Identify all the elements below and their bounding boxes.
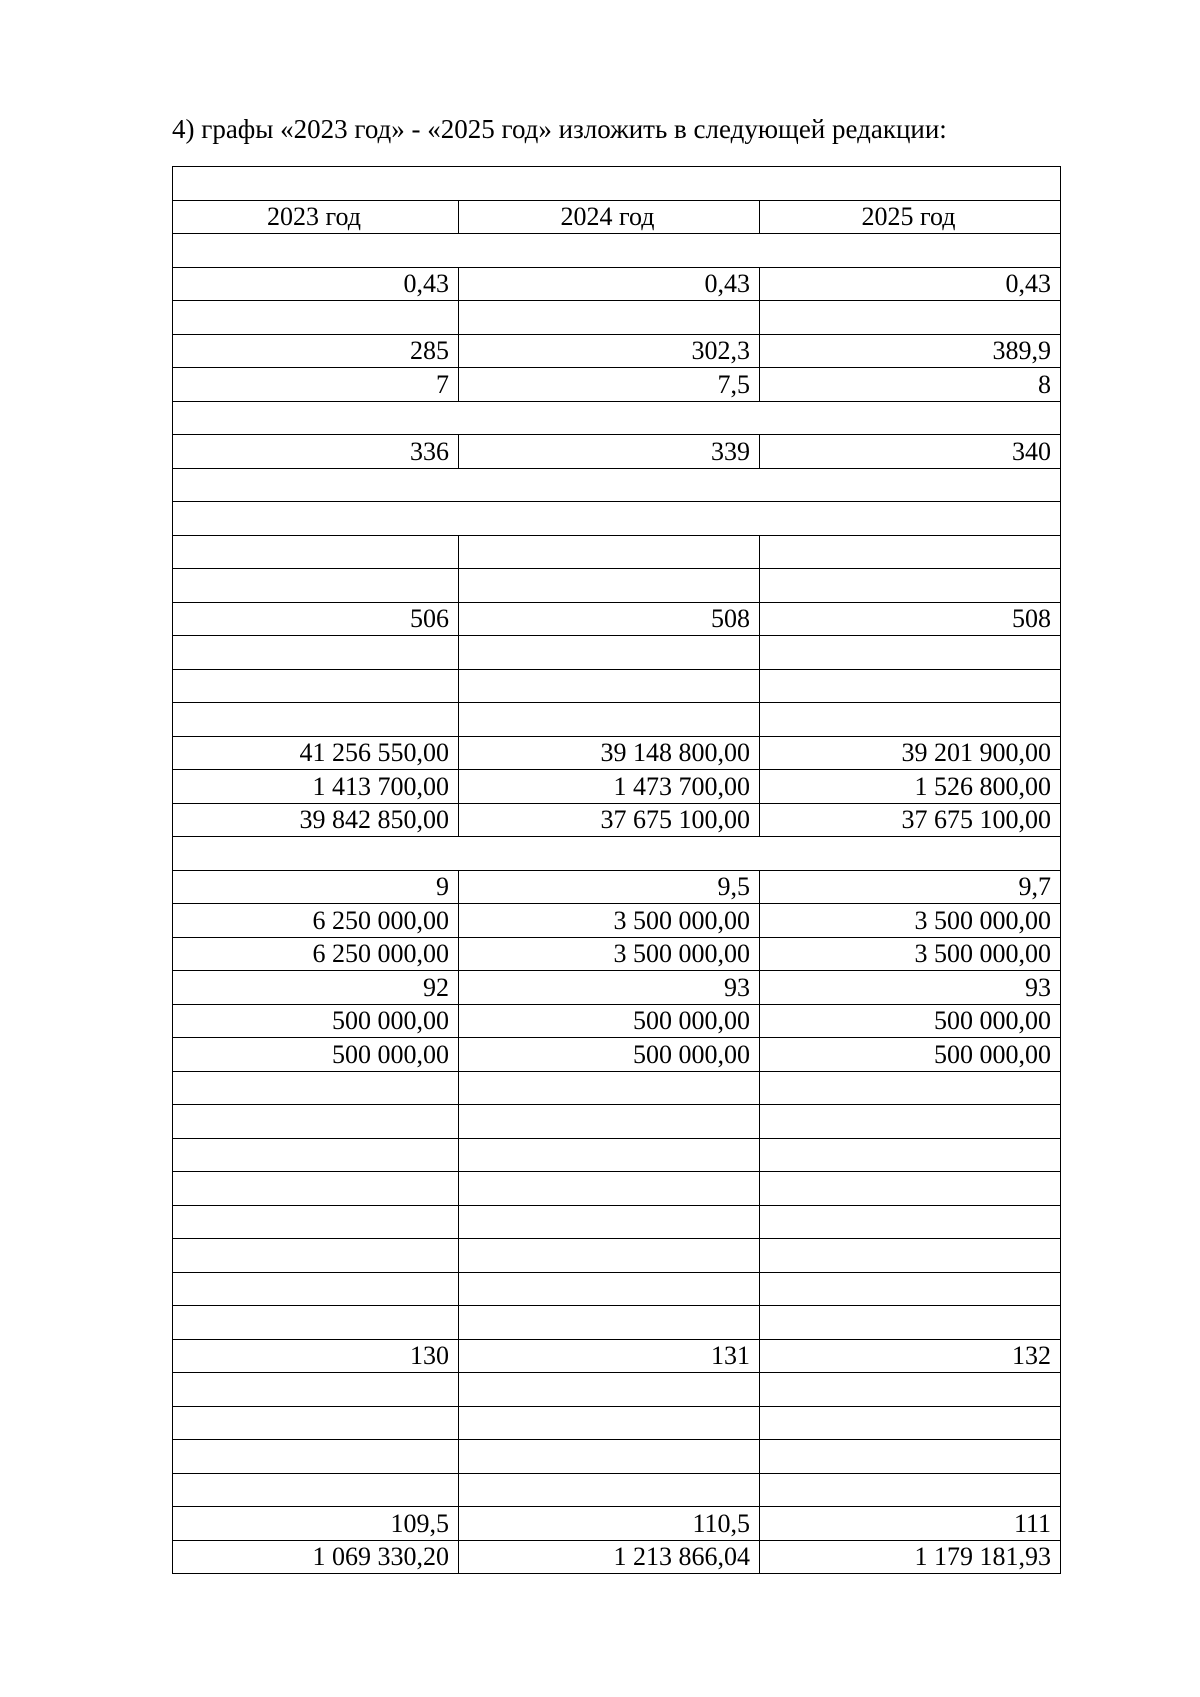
values-table-body <box>173 167 1061 1574</box>
table-cell <box>173 669 459 703</box>
table-cell: 6 250 000,00 <box>173 937 459 971</box>
table-row <box>173 267 1061 301</box>
table-cell: 131 <box>459 1339 760 1373</box>
table-cell <box>173 1306 459 1340</box>
table-row <box>173 167 1061 201</box>
table-cell: 336 <box>173 435 459 469</box>
table-row <box>173 736 1061 770</box>
table-row <box>173 803 1061 837</box>
table-row <box>173 234 1061 268</box>
table-cell <box>459 1406 760 1440</box>
table-cell: 500 000,00 <box>459 1038 760 1072</box>
table-cell <box>760 1306 1061 1340</box>
table-cell <box>760 1440 1061 1474</box>
table-cell <box>760 1239 1061 1273</box>
table-row <box>173 334 1061 368</box>
table-cell <box>459 1172 760 1206</box>
table-spanning-cell <box>173 468 1061 502</box>
table-cell <box>173 1440 459 1474</box>
table-cell: 37 675 100,00 <box>760 803 1061 837</box>
table-row <box>173 1406 1061 1440</box>
table-cell <box>459 1071 760 1105</box>
table-cell <box>459 669 760 703</box>
table-cell <box>459 1272 760 1306</box>
table-cell: 500 000,00 <box>173 1004 459 1038</box>
table-cell: 8 <box>760 368 1061 402</box>
table-cell: 1 413 700,00 <box>173 770 459 804</box>
table-cell: 39 842 850,00 <box>173 803 459 837</box>
table-row <box>173 1339 1061 1373</box>
table-cell <box>173 1205 459 1239</box>
table-cell: 41 256 550,00 <box>173 736 459 770</box>
table-header-row <box>173 200 1061 234</box>
table-row <box>173 1004 1061 1038</box>
table-row <box>173 569 1061 603</box>
table-cell <box>760 1406 1061 1440</box>
table-row <box>173 468 1061 502</box>
table-cell: 508 <box>459 602 760 636</box>
table-cell <box>173 569 459 603</box>
table-cell: 9,7 <box>760 870 1061 904</box>
table-row <box>173 837 1061 871</box>
table-cell <box>760 636 1061 670</box>
table-cell: 500 000,00 <box>459 1004 760 1038</box>
table-row <box>173 535 1061 569</box>
table-cell <box>459 636 760 670</box>
table-cell: 339 <box>459 435 760 469</box>
table-row <box>173 401 1061 435</box>
table-cell <box>173 1373 459 1407</box>
table-cell: 39 201 900,00 <box>760 736 1061 770</box>
table-cell: 3 500 000,00 <box>459 937 760 971</box>
column-header-2: 2024 год <box>459 200 760 234</box>
table-row <box>173 1038 1061 1072</box>
table-cell: 93 <box>760 971 1061 1005</box>
table-row <box>173 971 1061 1005</box>
table-row <box>173 435 1061 469</box>
table-row <box>173 1440 1061 1474</box>
table-cell: 111 <box>760 1507 1061 1541</box>
table-cell <box>459 301 760 335</box>
table-cell <box>173 1138 459 1172</box>
table-cell: 9 <box>173 870 459 904</box>
table-cell <box>760 703 1061 737</box>
table-cell: 1 069 330,20 <box>173 1540 459 1574</box>
table-cell: 93 <box>459 971 760 1005</box>
table-cell: 500 000,00 <box>173 1038 459 1072</box>
table-cell <box>459 1138 760 1172</box>
table-cell: 9,5 <box>459 870 760 904</box>
table-cell: 6 250 000,00 <box>173 904 459 938</box>
table-cell <box>459 1105 760 1139</box>
table-cell: 39 148 800,00 <box>459 736 760 770</box>
table-cell: 109,5 <box>173 1507 459 1541</box>
table-cell: 500 000,00 <box>760 1004 1061 1038</box>
table-cell <box>459 535 760 569</box>
column-header-1: 2023 год <box>173 200 459 234</box>
table-cell <box>459 569 760 603</box>
table-cell <box>173 1272 459 1306</box>
table-cell <box>173 1473 459 1507</box>
values-table <box>172 166 1061 1574</box>
table-cell <box>173 1406 459 1440</box>
table-cell <box>760 1373 1061 1407</box>
table-row <box>173 1071 1061 1105</box>
table-row <box>173 1306 1061 1340</box>
table-row <box>173 669 1061 703</box>
table-row <box>173 1138 1061 1172</box>
table-cell <box>173 1105 459 1139</box>
table-spanning-cell <box>173 167 1061 201</box>
table-cell: 285 <box>173 334 459 368</box>
table-cell: 1 473 700,00 <box>459 770 760 804</box>
table-row <box>173 602 1061 636</box>
table-cell: 506 <box>173 602 459 636</box>
table-row <box>173 636 1061 670</box>
table-cell: 508 <box>760 602 1061 636</box>
table-cell <box>173 301 459 335</box>
table-cell <box>760 1473 1061 1507</box>
table-cell <box>760 1105 1061 1139</box>
table-cell <box>459 1440 760 1474</box>
column-header-3: 2025 год <box>760 200 1061 234</box>
table-cell <box>760 1071 1061 1105</box>
table-cell: 3 500 000,00 <box>459 904 760 938</box>
table-cell: 132 <box>760 1339 1061 1373</box>
table-row <box>173 1373 1061 1407</box>
table-cell <box>173 1071 459 1105</box>
table-cell <box>173 1172 459 1206</box>
table-cell <box>760 1272 1061 1306</box>
table-cell: 0,43 <box>173 267 459 301</box>
table-cell <box>173 703 459 737</box>
table-row <box>173 703 1061 737</box>
table-cell <box>173 1239 459 1273</box>
table-cell <box>760 569 1061 603</box>
table-cell <box>760 1138 1061 1172</box>
table-cell <box>459 703 760 737</box>
table-cell: 0,43 <box>459 267 760 301</box>
table-row <box>173 368 1061 402</box>
table-cell: 389,9 <box>760 334 1061 368</box>
table-cell: 130 <box>173 1339 459 1373</box>
table-cell <box>459 1473 760 1507</box>
table-spanning-cell <box>173 837 1061 871</box>
table-spanning-cell <box>173 234 1061 268</box>
table-cell: 0,43 <box>760 267 1061 301</box>
table-row <box>173 1105 1061 1139</box>
table-cell <box>760 1172 1061 1206</box>
table-cell <box>760 535 1061 569</box>
table-row <box>173 1507 1061 1541</box>
table-row <box>173 870 1061 904</box>
table-cell: 110,5 <box>459 1507 760 1541</box>
table-cell: 340 <box>760 435 1061 469</box>
table-row <box>173 1239 1061 1273</box>
table-cell: 7,5 <box>459 368 760 402</box>
table-row <box>173 1473 1061 1507</box>
table-cell: 3 500 000,00 <box>760 937 1061 971</box>
table-row <box>173 1205 1061 1239</box>
table-cell: 92 <box>173 971 459 1005</box>
table-cell: 302,3 <box>459 334 760 368</box>
table-cell <box>459 1373 760 1407</box>
table-row <box>173 1172 1061 1206</box>
table-cell <box>459 1239 760 1273</box>
table-cell: 7 <box>173 368 459 402</box>
table-cell <box>459 1306 760 1340</box>
table-row <box>173 301 1061 335</box>
table-cell <box>459 1205 760 1239</box>
table-row <box>173 770 1061 804</box>
table-spanning-cell <box>173 401 1061 435</box>
table-cell: 1 213 866,04 <box>459 1540 760 1574</box>
table-cell <box>173 636 459 670</box>
table-row <box>173 937 1061 971</box>
table-cell <box>760 1205 1061 1239</box>
page-heading: 4) графы «2023 год» - «2025 год» изложить в следующей редакции: <box>172 114 947 144</box>
table-row <box>173 502 1061 536</box>
table-cell <box>760 669 1061 703</box>
table-row <box>173 1540 1061 1574</box>
table-row <box>173 904 1061 938</box>
table-cell: 3 500 000,00 <box>760 904 1061 938</box>
table-cell: 37 675 100,00 <box>459 803 760 837</box>
table-cell: 1 526 800,00 <box>760 770 1061 804</box>
table-cell: 1 179 181,93 <box>760 1540 1061 1574</box>
table-cell <box>760 301 1061 335</box>
table-row <box>173 1272 1061 1306</box>
table-cell: 500 000,00 <box>760 1038 1061 1072</box>
table-cell <box>173 535 459 569</box>
table-spanning-cell <box>173 502 1061 536</box>
